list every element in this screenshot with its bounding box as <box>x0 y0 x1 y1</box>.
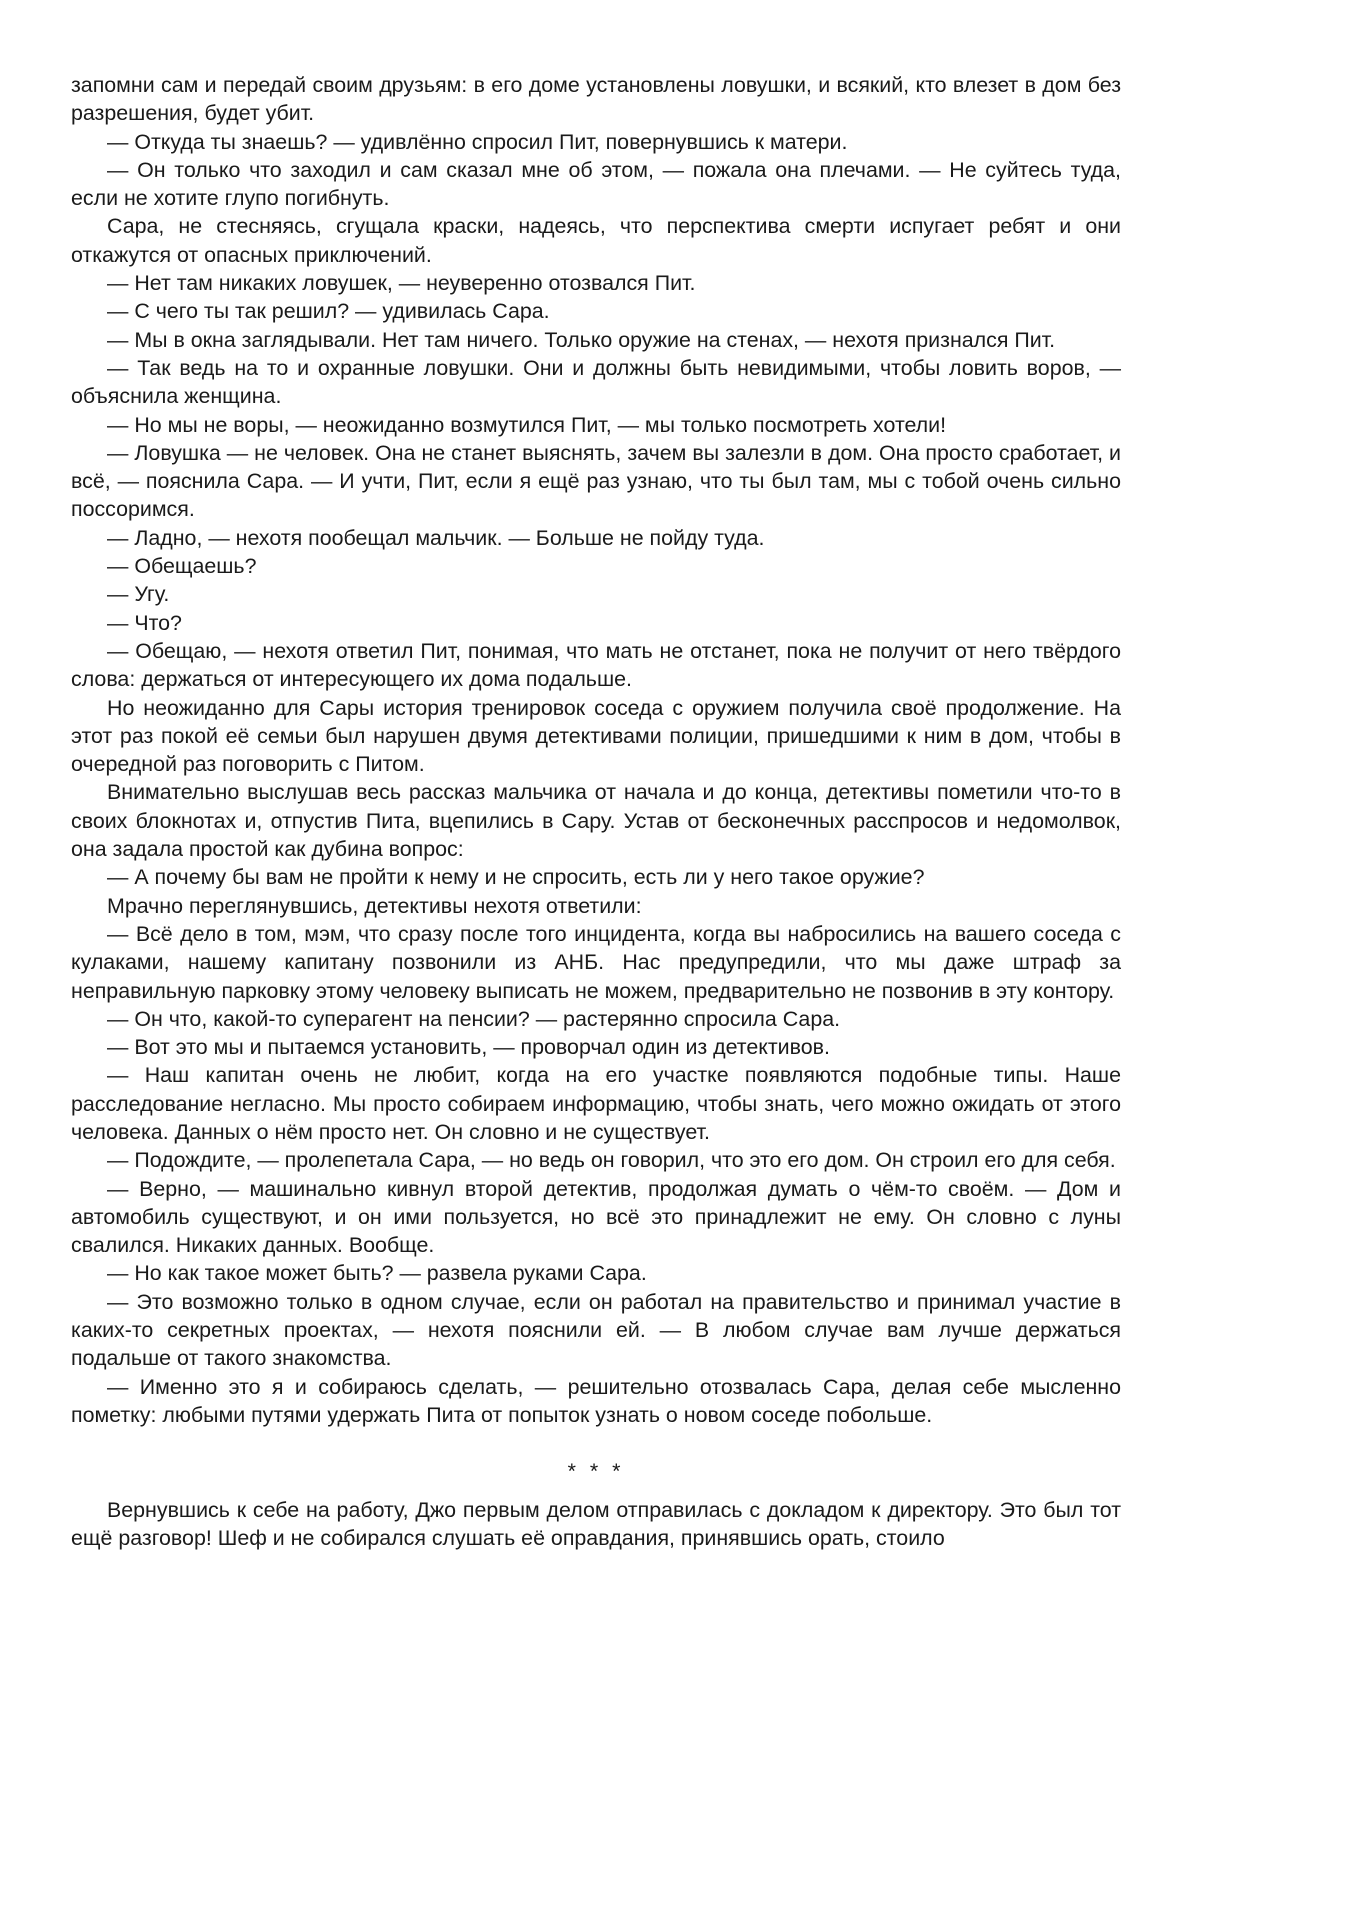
paragraph: — Верно, — машинально кивнул второй детектив, продолжая думать о чём-то своём. — Дом и автомобиль существуют, и он ими пользуется, но всё это принадлежит не ему. Он словно с луны свалился. Никаких данных. Вообще. <box>71 1176 1121 1258</box>
paragraph: — Это возможно только в одном случае, если он работал на правительство и принимал участие в каких-то секретных проектах, — нехотя пояснили ей. — В любом случае вам лучше держаться подальше от такого знакомства. <box>71 1289 1121 1371</box>
paragraph: — С чего ты так решил? — удивилась Сара. <box>107 299 550 324</box>
paragraph: — Подождите, — пролепетала Сара, — но ведь он говорил, что это его дом. Он строил его для себя. <box>107 1148 1116 1173</box>
paragraph: — Он только что заходил и сам сказал мне об этом, — пожала она плечами. — Не суйтесь туда, если не хотите глупо погибнуть. <box>71 157 1121 211</box>
paragraph: — Именно это я и собираюсь сделать, — решительно отозвалась Сара, делая себе мысленно пометку: любыми путями удержать Пита от попыток узнать о новом соседе побольше. <box>71 1374 1121 1427</box>
paragraph: — Обещаешь? <box>107 554 257 579</box>
paragraph: — Наш капитан очень не любит, когда на его участке появляются подобные типы. Наше расследование негласно. Мы просто собираем информацию, чтобы знать, чего можно ожидать от этого человека. Данных о нём просто нет. Он словно и не существует. <box>71 1063 1121 1144</box>
paragraph: — Что? <box>107 610 182 635</box>
paragraph: — Так ведь на то и охранные ловушки. Они и должны быть невидимыми, чтобы ловить воров, — объяснила женщина. <box>71 355 1121 409</box>
paragraph: — Но мы не воры, — неожиданно возмутился Пит, — мы только посмотреть хотели! <box>107 412 947 437</box>
next-section <box>71 1496 1121 1553</box>
paragraph: Сара, не стесняясь, сгущала краски, надеясь, что перспектива смерти испугает ребят и они откажутся от опасных приключений. <box>71 214 1121 267</box>
paragraph: — Ладно, — нехотя пообещал мальчик. — Больше не пойду туда. <box>107 525 765 550</box>
paragraph: — Он что, какой-то суперагент на пенсии? — растерянно спросила Сара. <box>107 1006 841 1031</box>
paragraph: — Откуда ты знаешь? — удивлённо спросил Пит, повернувшись к матери. <box>107 129 848 154</box>
paragraph: — А почему бы вам не пройти к нему и не спросить, есть ли у него такое оружие? <box>107 865 925 890</box>
paragraph: — Всё дело в том, мэм, что сразу после того инцидента, когда вы набросились на вашего соседа с кулаками, нашему капитану позвонили из АНБ. Нас предупредили, что мы даже штраф за неправильную парковку этому человеку выписать не можем, предварительно не позвонив в эту контору. <box>71 921 1121 1003</box>
paragraph: Но неожиданно для Сары история тренировок соседа с оружием получила своё продолжение. На этот раз покой её семьи был нарушен двумя детективами полиции, пришедшими к ним в дом, чтобы в очередной раз поговорить с Питом. <box>71 695 1121 777</box>
paragraph: Вернувшись к себе на работу, Джо первым делом отправилась с докладом к директору. Это был тот ещё разговор! Шеф и не собирался слушать её оправдания, принявшись орать, стоило <box>71 1497 1121 1550</box>
paragraph: Внимательно выслушав весь рассказ мальчика от начала и до конца, детективы пометили что-то в своих блокнотах и, отпустив Пита, вцепились в Сару. Устав от бесконечных расспросов и недомолвок, она задала простой как дубина вопрос: <box>71 780 1121 862</box>
text-body <box>71 71 1121 1429</box>
paragraph: запомни сам и передай своим друзьям: в его доме установлены ловушки, и всякий, кто влезет в дом без разрешения, будет убит. <box>71 73 1121 126</box>
document-page <box>71 71 1121 1552</box>
section-separator: * * * <box>567 1459 625 1484</box>
paragraph: — Угу. <box>107 582 170 607</box>
paragraph: — Но как такое может быть? — развела руками Сара. <box>107 1261 647 1286</box>
paragraph: — Ловушка — не человек. Она не станет выяснять, зачем вы залезли в дом. Она просто сработает, и всё, — пояснила Сара. — И учти, Пит, если я ещё раз узнаю, что ты был там, мы с тобой очень сильно поссоримся. <box>71 440 1121 522</box>
paragraph: — Обещаю, — нехотя ответил Пит, понимая, что мать не отстанет, пока не получит от него твёрдого слова: держаться от интересующего их дома подальше. <box>71 638 1121 692</box>
paragraph: Мрачно переглянувшись, детективы нехотя ответили: <box>107 893 642 918</box>
paragraph: — Нет там никаких ловушек, — неуверенно отозвался Пит. <box>107 271 696 296</box>
paragraph: — Вот это мы и пытаемся установить, — проворчал один из детективов. <box>107 1035 830 1060</box>
paragraph: — Мы в окна заглядывали. Нет там ничего. Только оружие на стенах, — нехотя признался Пит. <box>107 327 1056 352</box>
